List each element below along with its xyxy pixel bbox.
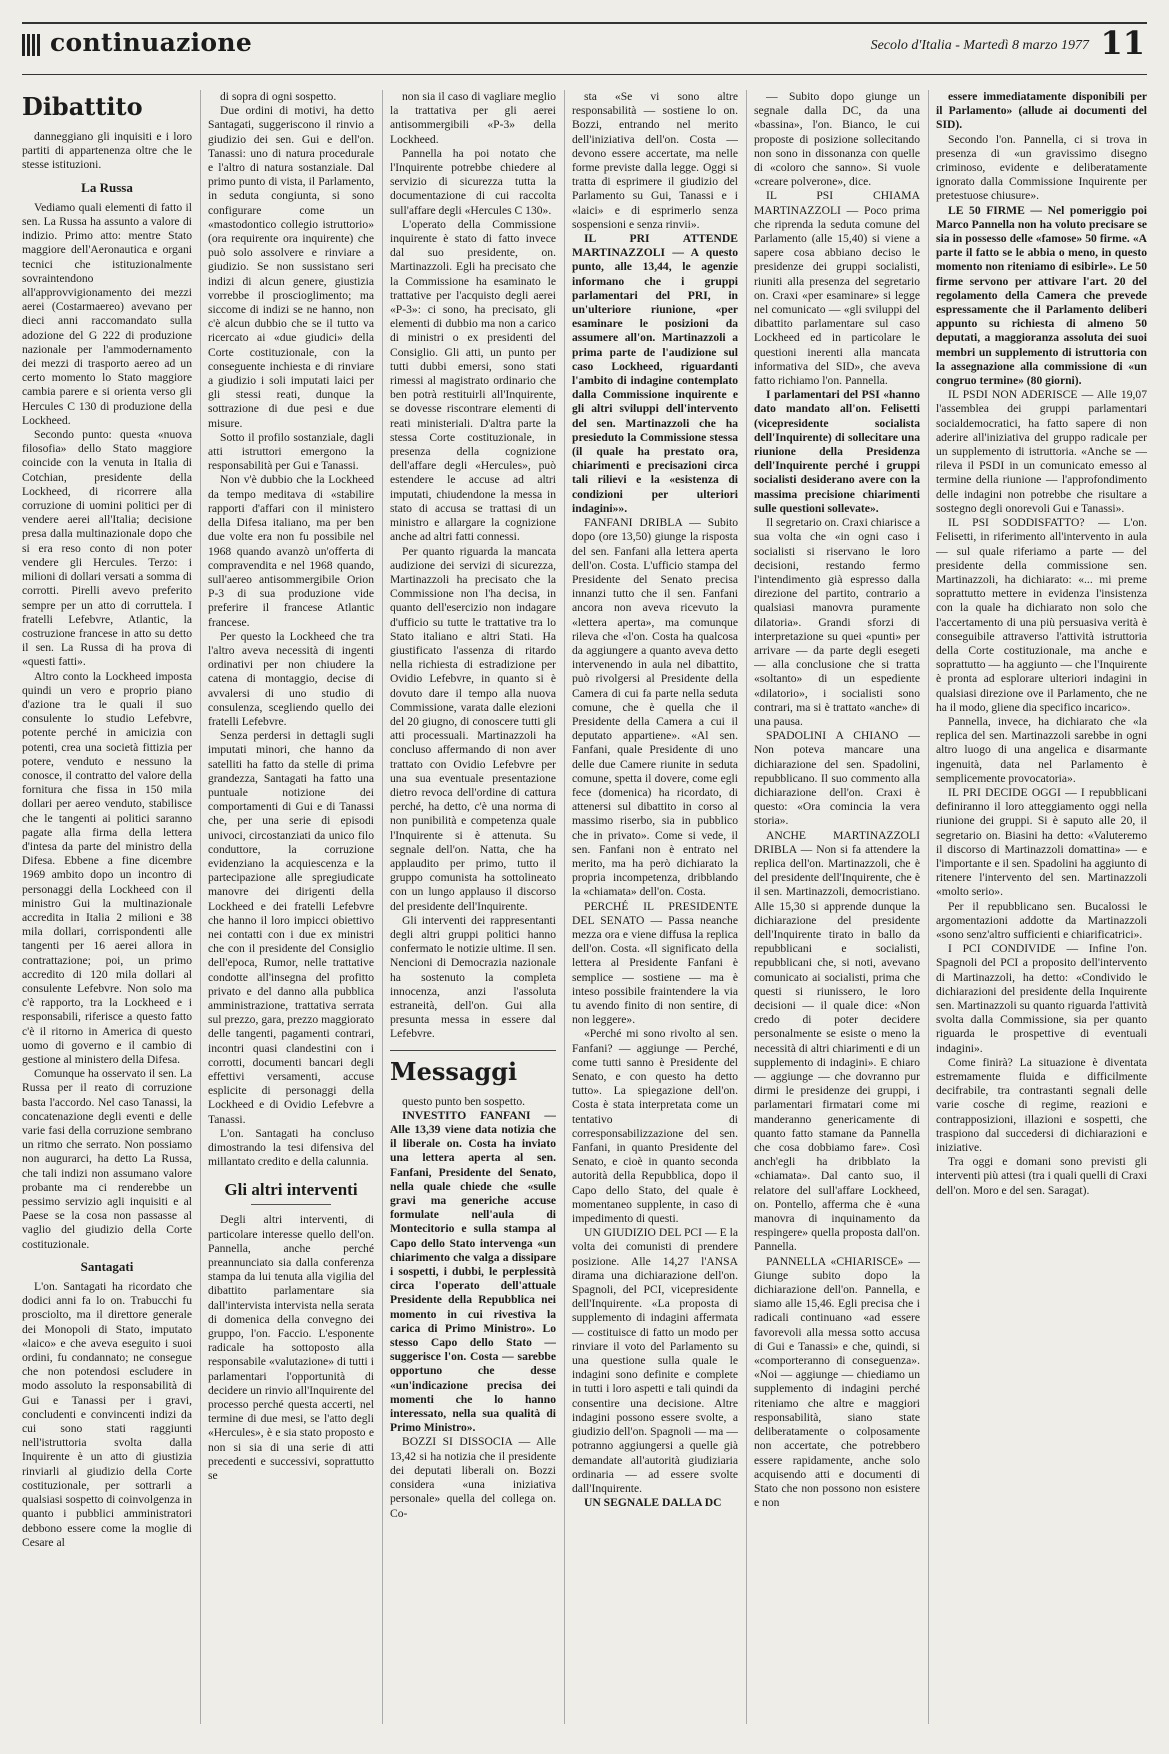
paragraph: Comunque ha osservato il sen. La Russa per il reato di corruzione basta l'accordo. Nel caso Tanassi, la concatenazione degli eventi e delle varie fasi della corruzione sembrano un ritmo che serrato. Non possiamo non augurarci, ha detto La Russa, che tali indizi non assumano valore probante ma ci renderebbe un pessimo servizio agli inquisiti e al Paese se la cosa non passasse al vaglio del giudizio della Corte costituzionale. — [22, 1067, 192, 1251]
paragraph: UN SEGNALE DALLA DC — [584, 1496, 722, 1510]
masthead-date: Secolo d'Italia - Martedì 8 marzo 1977 — [870, 38, 1089, 53]
paragraph: Altro conto la Lockheed imposta quindi un vero e proprio piano d'azione tra le quali il suo consulente lo studio Lefebvre, potente perché in amicizia con potenti, crea una società fittizia per potere, venduto e nessuno la conosce, il contratto del valore della fornitura che fissa in 150 mila dollari per aereo venduto, stabilisce che le tangenti ai politici saranno pagate alla firma della lettera d'intesa da parte del ministro della Difesa. Ebbene a fine dicembre 1969 ambito dopo un incontro di personaggi della Lockheed con il ministro Gui la multinazionale accredita in Italia 2 milioni e 38 mila dollari, corrispondenti alle tangenti per 16 aerei allora in contrattazione; poi, un primo accredito di 120 mila dollari al consulente Lefebvre. Non solo ma c'è rapporto, tra la Lockheed e i responsabili, riferisce a questo fatto c'è il ritorno in America di questo uomo di governo e il cambio di gestione al ministero della Difesa. — [22, 669, 192, 1066]
paragraph: L'operato della Commissione inquirente è stato di fatto invece dal suo presidente, on. Martinazzoli. Egli ha precisato che la Commissione ha esaminato le trattative per l'acquisto degli aerei «P-3»: ci sono, ha precisato, gli elementi di dubbio ma non a carico di ministri o ex presidenti del Consiglio. Gli atti, un punto per tutti dubbi emersi, sono stati rimessi al magistrato ordinario che ben potrà restituirli all'Inquirente, se dovesse riscontrare elementi di reati ministeriali. D'altra parte la stessa Corte costituzionale, in presenza della cognizione dell'affare degli «Hercules», può estendere le accuse ad altri imputati, chiudendone la messa in stato di accusa se trattasi di un ministro e allargare la cognizione anche ad altri fatti connessi. — [390, 217, 556, 544]
paragraph: Due ordini di motivi, ha detto Santagati, suggeriscono il rinvio a giudizio dei sen. Gui e dell'on. Tanassi: uno di natura procedurale e l'altro di natura sostanziale. Dal primo punto di vista, il Parlamento, in seduta congiunta, si sono configurare come un «mastodontico collegio istruttorio» (ora requirente ora inquirente) che può solo assolvere e rinviare a giudizio. Se non sussistano seri indizi di alcun genere, giustizia vorrebbe il proscioglimento; ma siccome di indizi se ne hanno, non c'è alcun dubbio che se il tutto va ricercato ai «due giudici» della Corte costituzionale, con la conseguente inchiesta e di rinviare a giudizio i soli imputati laici per gli stessi reati, dunque la sottrazione di due pesi e due misure. — [208, 104, 374, 430]
paragraph: non sia il caso di vagliare meglio la trattativa per gli aerei antisommergibili «P-3» della Lockheed. — [390, 90, 556, 146]
page-number: 11 — [1100, 24, 1145, 62]
paragraph: I parlamentari del PSI «hanno dato mandato all'on. Felisetti (vicepresidente socialista dell'Inquirente) di sollecitare una riunione della Presidenza dell'Inquirente perché i gruppi socialisti desiderano avere con la massima precisione chiarimenti sulle questioni sollevate». — [754, 388, 920, 515]
paragraph: ANCHE MARTINAZZOLI DRIBLA — Non si fa attendere la replica dell'on. Martinazzoli, che è del presidente dell'Inquirente, che è il sen. Martinazzoli, democristiano. Alle 15,30 si apprende dunque la dichiarazione del presidente dell'Inquirente tirato in ballo da repubblicani e socialisti, repubblicani che, si noti, avevano comunicato ai socialisti, prima che questi si riunissero, le loro decisioni — il quale dice: «Non credo di poter decidere personalmente se esiste o meno la necessità di altri chiarimenti e di un supplemento di indagini». E chiaro — aggiunge — che dovranno pur dirmi le presidenze dei gruppi, i parlamentari firmatari come mi manderanno genericamente di quanto fatto stamane da Pannella che cosa dobbiamo fare». Così anch'egli ha dribblato la «chiamata». Dal canto suo, il relatore del sull'affare Lockheed, on. Pontello, afferma che è «una manovra di inquinamento da respingere» quella proposta dall'on. Pannella. — [754, 828, 920, 1254]
paragraph: Pannella, invece, ha dichiarato che «la replica del sen. Martinazzoli sarebbe in ogni altro luogo di una angelica e disarmante ingenuità, data nel Parlamento è semplicemente provocatoria». — [936, 714, 1147, 785]
paragraph: PERCHÉ IL PRESIDENTE DEL SENATO — Passa neanche mezza ora e viene diffusa la replica dell'on. Costa. «Il significato della lettera al Presidente Fanfani è semplice — sostiene — ma è inteso possibile fraintendere la via tu avendo finito di non sentire, di non leggere». — [572, 899, 738, 1027]
column-divider — [746, 90, 747, 1724]
header-bottom-rule — [22, 74, 1147, 75]
paragraph: «Perché mi sono rivolto al sen. Fanfani? — aggiunge — Perché, come tutti sanno è Presidente del Senato, e con questo ha detto tutto». La spiegazione dell'on. Costa è stata interpretata come un tentativo di corresponsabilizzazione del sen. Fanfani, in quanto Presidente del Senato, e cioè in quanto seconda autorità della Repubblica, dopo il Capo dello Stato, del quale è momentaneo supplente, in caso di impedimento di questi. — [572, 1027, 738, 1226]
subheading: La Russa — [81, 179, 133, 195]
column-3 — [390, 90, 556, 1732]
column-divider — [382, 90, 383, 1724]
paragraph: Per questo la Lockheed che tra l'altro aveva necessità di ingenti ordinativi per non chiudere la catena di montaggio, decise di avvalersi di uno studio di consulenza, scegliendo quello dei fratelli Lefebvre. — [208, 629, 374, 728]
paragraph: L'on. Santagati ha ricordato che dodici anni fa lo on. Trabucchi fu prosciolto, ma il direttore generale dei Monopoli di Stato, imputato «laico» e che aveva eseguito i suoi ordini, fu condannato; ne consegue che non potendosi escludere in modo assoluto la responsabilità di Gui e Tanassi per i gravi, concludenti e convincenti indizi da cui sono stati raggiunti nell'istruttoria svolta dalla Inquirente è un atto di giustizia rinviarli al giudizio della Corte costituzionale, per sottrarli a qualsiasi sospetto di coinvolgenza in quanto i pubblici amministratori debbono essere come la moglie di Cesare al — [22, 1280, 192, 1549]
paragraph: LE 50 FIRME — Nel pomeriggio poi Marco Pannella non ha voluto precisare se sia in possesso delle «famose» 50 firme. «A parte il fatto se le abbia o meno, in questo momento non riteniamo di esibirle». Le 50 firme servono per attivare l'art. 20 del regolamento della Camera che prevede espressamente che il Parlamento deliberi appunto su richiesta di almeno 50 deputati, a maggioranza assoluta dei suoi membri un supplemento di istruttoria con la assegnazione alla commissione di «un congruo termine» (80 giorni). — [936, 203, 1147, 388]
paragraph: danneggiano gli inquisiti e i loro partiti di appartenenza oltre che le stesse istituzioni. — [22, 130, 192, 172]
paragraph: di sopra di ogni sospetto. — [220, 90, 337, 103]
paragraph: I PCI CONDIVIDE — Infine l'on. Spagnoli del PCI a proposito dell'intervento di Martinazzoli, ha detto: «Condivido le dichiarazioni del presidente della Inquirente sen. Martinazzoli su quanto riguarda l'attività svolta dalla Commissione, sia per quanto riguarda le prospettive di eventuali indagini». — [936, 942, 1147, 1055]
paragraph: Pannella ha poi notato che l'Inquirente potrebbe chiedere al servizio di sicurezza tutta la documentazione di cui raccolta sull'affare degli «Hercules C 130». — [390, 146, 556, 217]
paragraph: Tra oggi e domani sono previsti gli interventi più attesi (tra i quali quelli di Craxi dell'on. Moro e del sen. Saragat). — [936, 1155, 1147, 1197]
paragraph: Come finirà? La situazione è diventata estremamente fluida e difficilmente decifrabile, tra contrastanti segnali delle varie cosche di regime, reazioni e contrapposizioni, illazioni e sospetti, che traspiono dal succedersi di dichiarazioni e iniziative. — [936, 1055, 1147, 1155]
paragraph: Senza perdersi in dettagli sugli imputati minori, che hanno da satelliti ha fatto da stelle di prima grandezza, Santagati ha fatto una puntuale notizione dei comportamenti di Gui e di Tanassi che, per una serie di episodi univoci, circostanziati da unico filo conduttore, la corruzione evidenziano la acquiescenza e la partecipazione alle spregiudicate manovre dei dirigenti della Lockheed e dei fratelli Lefebvre che hanno il loro impicci obiettivo nei contatti con i due ex ministri che con il presidente del Consiglio dell'epoca, Rumor, nelle trattative condotte all'insegna del profitto privato e del danno alla pubblica amministrazione, trattativa serrata sul prezzo, gara, prezzo maggiorato delle tangenti, pagamenti contrari, incontri quasi clandestini con i corrotti, documenti bancari degli effettivi versamenti, accuse esplicite di personaggi della Lockheed e di Ovidio Lefebvre a Tanassi. — [208, 729, 374, 1126]
column-divider — [200, 90, 201, 1724]
paragraph: Secondo punto: questa «nuova filosofia» dello Stato maggiore coincide con la venuta in Italia di Cotchian, presidente della Lockheed, di ricorrere alla corruzione di uomini politici per di vendere aerei all'Italia; decisione presa dalla multinazionale dopo che si era reso conto di non poter vendere gli Hercules. Terzo: i milioni di dollari versati a somma di corrotti. Pirelli avevo preferito sempre per un atto di corruttela. I fratelli Lefebvre, Atlantic, la costruzione francese in atto su detto il sen. La Russa di ha prova di «questi fatti». — [22, 428, 192, 669]
section-rule — [390, 1050, 556, 1051]
paragraph: IL PRI ATTENDE MARTINAZZOLI — A questo punto, alle 13,44, le agenzie informano che i gruppi parlamentari del PRI, in un'ulteriore riunione, «per esaminare le posizioni da assumere all'on. Martinazzoli a prima parte de l'audizione sul caso Lockheed, riguardanti l'ambito di indagine contemplato dalla Commissione inquirente e gli altri sviluppi dell'intervento del sen. Martinazzoli che ha presieduto la Commissione stessa (il quale ha prestato ora, chiarimenti e precisazioni circa tali rilievi e la «esistenza di condizioni per ulteriori indagini»». — [572, 232, 738, 515]
heading-rule — [251, 1204, 331, 1205]
column-4 — [572, 90, 738, 1732]
subheading: Santagati — [80, 1258, 134, 1274]
paragraph: Degli altri interventi, di particolare interesse quello dell'on. Pannella, anche perché preannunciato sia dalla conferenza stampa da lui tenuta alla vigilia del dibattito parlamentare sia dall'intervista intervista nella serata di domenica della convegno dei gruppo, l'on. Faccio. L'esponente radicale ha sottoposto alla responsabile «valutazione» di tutti i parlamentari l'opportunità di decidere un rinvio all'Inquirente del processo perché questa accerti, nel termine di due mesi, se l'atto degli «Hercules», è e sia stato proposto e non si sia di una serie di atti precedenti e successivi, soprattutto se — [208, 1213, 374, 1483]
paragraph: Secondo l'on. Pannella, ci si trova in presenza di «un gravissimo disegno criminoso, evidente e deliberatamente ignorato dalla Commissione Inquirente per pretestuose chiusure». — [936, 132, 1147, 203]
paragraph: essere immediatamente disponibili per il Parlamento» (allude ai documenti del SID). — [936, 90, 1147, 132]
section-mark-icon — [22, 34, 40, 56]
column-1 — [22, 90, 192, 1732]
column-divider — [564, 90, 565, 1724]
paragraph: IL PSI CHIAMA MARTINAZZOLI — Poco prima che riprenda la seduta comune del Parlamento (alle 15,40) si viene a sapere cosa abbiano deciso le presidenze dei gruppi socialisti, riuniti alla presenza del segretario on. Craxi «per esaminare» si legge nel comunicato — «gli sviluppi del dibattito parlamentare sul caso Lockheed ed in particolare le questioni inerenti alla mancata informativa del SID», che aveva fatto richiamo l'on. Pannella. — [754, 189, 920, 388]
section-title-messaggi: Messaggi — [390, 1056, 518, 1086]
paragraph: Vediamo quali elementi di fatto il sen. La Russa ha assunto a valore di indizio. Primo atto: mentre Stato maggiore dell'Aeronautica e organi tecnici che istituzionalmente sovraintendono all'approvvigionamento dei mezzi aerei (Costarmaereo) avevano per dieci anni raccomandato sulla adozione del G 222 di produzione nazionale per l'ammodernamento dei mezzi di trasporto aereo ad un certo momento lo Stato maggiore cambia parere e si orienta verso gli Hercules C 130 di produzione della Lockheed. — [22, 200, 192, 427]
paragraph: Il segretario on. Craxi chiarisce a sua volta che «in ogni caso i socialisti si riservano le loro decisioni, restando fermo l'intendimento già espresso dalla direzione del partito, contrario a qualsiasi manovra puramente dilatoria». Grandi sforzi di interpretazione su quei «punti» per arrivare — da parte degli esegeti — alla conclusione che si tratta «soltanto» di un espediente «dilatorio», i socialisti sono contrari, ma si è trattato «anche» di una pausa. — [754, 516, 920, 728]
paragraph: PANNELLA «CHIARISCE» — Giunge subito dopo la dichiarazione dell'on. Pannella, e siamo alle 15,46. Egli precisa che i radicali continuano «ad essere favorevoli alla messa sotto accusa di Gui e Tanassi» e che, quindi, si «comporteranno di conseguenza». «Noi — aggiunge — chiediamo un supplemento di indagini perché riteniamo che altre e maggiori responsabilità, siano state deliberatamente o colposamente non accertate, che potrebbero essere rapidamente, anche solo acquisendo atti e documenti di Stato che non possono non esistere e non — [754, 1254, 920, 1510]
paragraph: IL PSI SODDISFATTO? — L'on. Felisetti, in riferimento all'intervento in aula — sul quale riferiamo a parte — del presidente della commissione sen. Martinazzoli, ha dichiarato: «... mi preme soprattutto mettere in evidenza l'insistenza con la quale ha dichiarato non solo che l'accertamento di una più persuasiva verità è conseguibile attraverso l'attività istruttoria della Corte costituzionale, ma anche e soprattutto — ha aggiunto — che l'Inquirente è pronta ad esplorare ulteriori indagini in qualsiasi direzione ove il Parlamento, che ne ha il modo, gliene dia specifico incarico». — [936, 516, 1147, 714]
paragraph: Gli interventi dei rappresentanti degli altri gruppi politici hanno confermato le notizie ultime. Il sen. Nencioni di Democrazia nazionale ha sostenuto la completa innocenza, anzi l'assoluta estraneità, dell'on. Gui alla presunta messa in essere dal Lefebvre. — [390, 913, 556, 1041]
article-title: Dibattito — [22, 92, 143, 121]
paragraph: Per quanto riguarda la mancata audizione dei servizi di sicurezza, Martinazzoli ha precisato che la Commissione non l'ha decisa, in quanto dell'esercizio non indagare d'ufficio su tutte le trattative tra lo Stato italiano e altri Stati. Ha giustificato l'assenza di ritardo nella richiesta di estradizione per Ovidio Lefebvre, in quanto si è dovuto dare il tempo alla nuova Commissione, varata dalle elezioni del 20 giugno, di conoscere tutti gli atti processuali. Martinazzoli ha concluso affermando di non aver trattato con Ovidio Lefebvre per una sua eventuale presentazione dietro revoca dell'ordine di cattura perché, ha detto, c'è una norma di non punibilità e competenza quale l'Inquirente si è attenuta. Su segnale dell'on. Natta, che ha applaudito per primo, tutto il gruppo comunista ha sottolineato con un lungo applauso il discorso del presidente dell'Inquirente. — [390, 544, 556, 913]
paragraph: Non v'è dubbio che la Lockheed da tempo meditava di «stabilire rapporti d'affari con il ministero della Difesa italiano, ma per ben due volte era non fu possibile nel 1968 quando avanzò un'offerta di compravendita e nel 1968 quando, sull'aereo antisommergibile Orion P-3 di sua produzione vide preferire il francese Atlantic francese. — [208, 473, 374, 629]
messaggi-section — [390, 1050, 556, 1087]
paragraph: Per il repubblicano sen. Bucalossi le argomentazioni addotte da Martinazzoli «sono senz'altro sufficienti e chiarificatrici». — [936, 899, 1147, 941]
paragraph: BOZZI SI DISSOCIA — Alle 13,42 si ha notizia che il presidente dei deputati liberali on. Bozzi considera «una iniziativa personale» quella del collega on. Co- — [390, 1435, 556, 1520]
page-header — [22, 24, 1147, 74]
column-divider — [928, 90, 929, 1724]
paragraph: INVESTITO FANFANI — Alle 13,39 viene data notizia che il liberale on. Costa ha inviato una lettera aperta al sen. Fanfani, Presidente del Senato, nella quale chiede che «sulle gravi ma generiche accuse formulate nell'aula di Montecitorio e sulla stampa al Capo dello Stato intervenga «un chiarimento che valga a dissipare i sospetti, i dubbi, le perplessità circa l'operato dell'attuale Presidente della Repubblica nei momento in cui rivestiva la carica di Primo Ministro». Lo stesso Capo dello Stato — suggerisce l'on. Costa — sarebbe opportuno che desse «un'indicazione precisa dei momenti che lo hanno interessato, nella sua qualità di Primo Ministro». — [390, 1108, 556, 1435]
paragraph: SPADOLINI A CHIANO — Non poteva mancare una dichiarazione del sen. Spadolini, repubblicano. Il suo commento alla dichiarazione dell'on. Craxi è questo: «Ora comincia la vera storia». — [754, 729, 920, 828]
section-heading-text: Gli altri interventi — [224, 1180, 358, 1200]
paragraph: Sotto il profilo sostanziale, dagli atti istruttori emergono la responsabilità per Gui e Tanassi. — [208, 430, 374, 473]
section-heading — [208, 1179, 374, 1205]
paragraph: questo punto ben sospetto. — [402, 1094, 526, 1108]
column-2 — [208, 90, 374, 1732]
column-6 — [936, 90, 1147, 1732]
paragraph: L'on. Santagati ha concluso dimostrando la tesi difensiva del millantato credito e della calunnia. — [208, 1126, 374, 1169]
paragraph: IL PSDI NON ADERISCE — Alle 19,07 l'assemblea dei gruppi parlamentari socialdemocratici, ha fatto sapere di non aderire all'iniziativa del gruppo radicale per un supplemento di istruttoria. «Anche se — rileva il PSDI in un comunicato emesso al termine della riunione — l'approfondimento delle indagini non potrebbe che risultare a sostegno degli onorevoli Gui e Tanassi». — [936, 388, 1147, 515]
paragraph: sta «Se vi sono altre responsabilità — sostiene lo on. Bozzi, entrando nel merito dell'iniziativa dell'on. Costa — devono essere accertate, ma nelle forme previste dalla legge. Oggi si tratta di esprimere il giudizio del Parlamento su Gui, Tanassi e i «laici» e di esprimerlo senza sospensioni e senza rinvii». — [572, 90, 738, 231]
paragraph: UN GIUDIZIO DEL PCI — E la volta dei comunisti di prendere posizione. Alle 14,27 l'ANSA dirama una dichiarazione dell'on. Spagnoli, del PCI, vicepresidente dell'Inquirente. «La proposta di supplemento di indagini affermata — costituisce di fatto un modo per rinviare il voto del Parlamento su una questione sulla quale le indagini sono definite e complete in tutti i loro aspetti e tali quindi da consentire una decisione. Altre indagini possono essere svolte, a giudizio dell'on. Spagnoli — ma — potranno aggiungersi a quelle già demandate all'autorità giudiziaria ordinaria — ad essere svolte dall'Inquirente. — [572, 1226, 738, 1495]
paragraph: IL PRI DECIDE OGGI — I repubblicani definiranno il loro atteggiamento oggi nella riunione dei gruppi. Si è saputo alle 20, il segretario on. Biasini ha detto: «Valuteremo il discorso di Martinazzoli domattina» — e l'importante e il sen. Spadolini ha aggiunto di ritenere l'intervento del sen. Martinazzoli «molto serio». — [936, 785, 1147, 899]
paragraph: FANFANI DRIBLA — Subito dopo (ore 13,50) giunge la risposta del sen. Fanfani alla lettera aperta dell'on. Costa. L'ufficio stampa del Presidente del Senato precisa innanzi tutto che il sen. Fanfani ancora non aveva ricevuto la «lettera aperta», ma comunque rileva che «l'on. Costa ha qualcosa da aggiungere a quanto aveva detto intervenendo in aula nel dibattito, può rivolgersi al Presidente della Camera di cui fa parte nella seduta comune, che è quella che il Presidente della Camera a cui il deputato appartiene». «Al sen. Fanfani, quale Presidente di uno delle due Camere riunite in seduta comune, spetta il dovere, come egli fece (domenica) ha ricordato, di attenersi sul dibattito in corso al massimo riserbo, sia in pubblico che in privato». Come si vede, il sen. Fanfani non è entrato nel merito, ma ha però dichiarato la propria incompetenza, dribblando la «chiamata» dell'on. Costa. — [572, 516, 738, 899]
section-label: continuazione — [50, 28, 253, 57]
column-5 — [754, 90, 920, 1732]
paragraph: — Subito dopo giunge un segnale dalla DC, da una «bassina», l'on. Bianco, le cui proposte di posizione sollecitando non sono in dissonanza con quelle di «coloro che sanno». Si vuole «creare polverone», dice. — [754, 90, 920, 189]
